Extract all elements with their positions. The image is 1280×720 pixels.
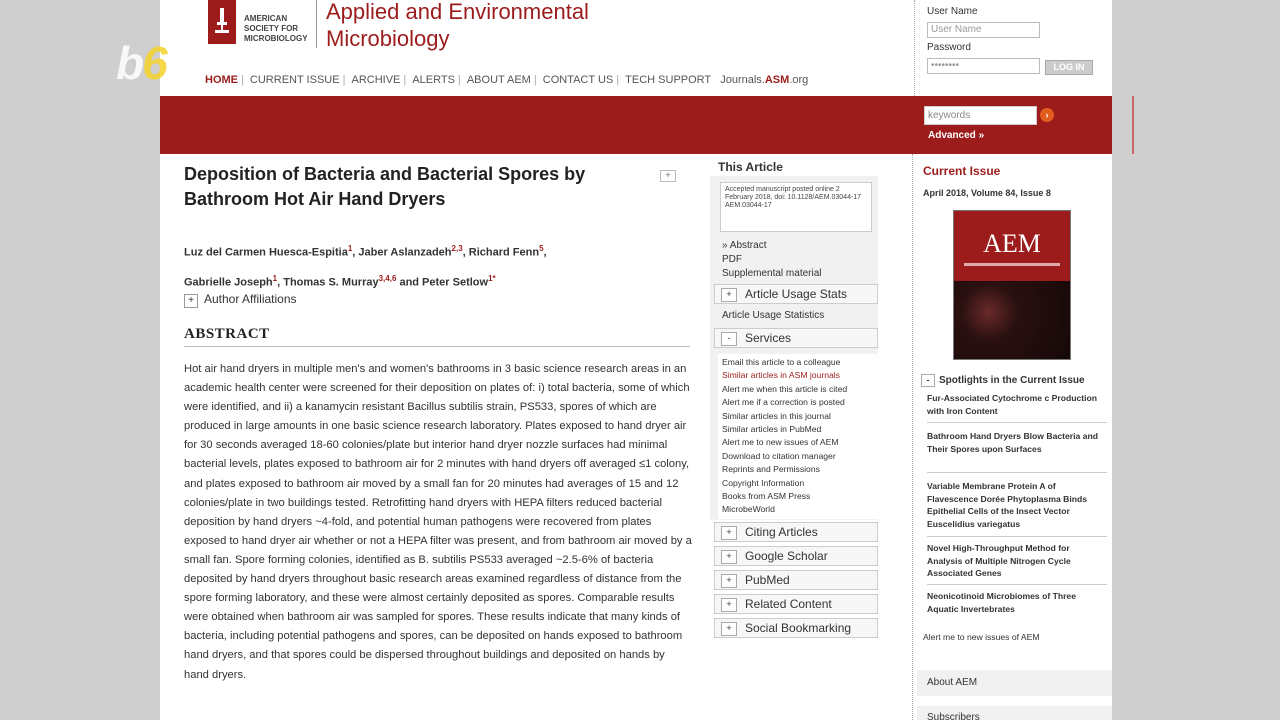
watermark-six: 6 (142, 37, 166, 89)
plus-icon: + (721, 574, 737, 588)
service-link[interactable]: Alert me to new issues of AEM (722, 437, 839, 448)
spotlight-divider (927, 472, 1107, 473)
spotlight-divider (927, 584, 1107, 585)
abstract-text: Hot air hand dryers in multiple men's and women's bathrooms in 3 basic science research areas in an academic health center were screened for their deposition on plates of: i) total bacteria, some of which were identified, and ii) a kanamycin resistant Bacillus subtilis strain, PS533, spores of which are produced in large amounts in one basic science research laboratory. Plates exposed to hand dryer air for 30 seconds averaged 18-60 colonies/plate but interior hand dryer nozzle surfaces had minimal bacterial levels, plates exposed to bathroom air for 2 minutes with hand dryers off averaged ≤1 colony, and plates exposed to bathroom air moved by a small fan for 20 minutes had averages of 15 and 12 colonies/plate in two buildings tested. Retrofitting hand dryers with HEPA filters reduced bacterial deposition by hand dryers ~4-fold, and potential human pathogens were recovered from plates exposed to hand dryer air whether or not a HEPA filter was present, and from bathroom air moved by a small fan. Spore forming colonies, identified as B. subtilis PS533 averaged ~2.5-6% of bacteria deposited by hand dryers throughout basic research areas examined regardless of distance from the spore forming laboratory, and these were almost certainly deposited as spores. Comparable results were obtained when bathroom air was sampled for spores. These results indicate that many kinds of bacteria, including potential pathogens and spores, can be deposited on hands exposed to bathroom hand dryers, and that spores could be dispersed throughout buildings and deposited on hands by hand dryers. (184, 363, 692, 681)
current-issue-column (912, 154, 1132, 720)
service-link[interactable]: Download to citation manager (722, 450, 836, 461)
section-label: PubMed (745, 573, 790, 587)
section-label: Google Scholar (745, 549, 828, 563)
section-article-usage-stats[interactable] (714, 284, 878, 304)
section-google-scholar[interactable] (714, 546, 878, 566)
service-link[interactable]: Similar articles in ASM journals (722, 370, 840, 381)
subscribers-box[interactable]: Subscribers (917, 706, 1113, 720)
author-name[interactable]: Gabrielle Joseph (184, 276, 273, 289)
alert-new-issues-link[interactable]: Alert me to new issues of AEM (923, 632, 1040, 642)
section-related-content[interactable] (714, 594, 878, 614)
watermark-b: b (116, 37, 143, 89)
author-name[interactable]: , Richard Fenn (462, 246, 540, 259)
login-panel (914, 0, 1132, 96)
nav-alerts[interactable]: ALERTS (412, 74, 455, 86)
journals-prefix: Journals. (720, 74, 765, 86)
section-social-bookmarking[interactable] (714, 618, 878, 638)
page-background-right (1112, 0, 1280, 720)
username-label: User Name (927, 6, 978, 17)
nav-current-issue[interactable]: CURRENT ISSUE (249, 74, 340, 86)
plus-icon: + (721, 622, 737, 636)
citation-id: AEM.03044-17 (725, 202, 772, 209)
spotlight-link[interactable]: Novel High-Throughput Method for Analysis of Multiple Nitrogen Cycle Associated Genes (927, 543, 1071, 579)
spotlight-divider (927, 422, 1107, 423)
author-list: Luz del Carmen Huesca-Espitia$^1$, Jaber Aslanzadeh$^{2,3}$, Richard Fenn$^5$, Gabrielle Joseph$^1$, Thomas S. Murray$^{3,4,6}$ and Peter Setlow$^{1*}$ (184, 244, 547, 289)
supplemental-link[interactable]: Supplemental material (722, 268, 822, 279)
header-banner (160, 96, 1132, 154)
search-input[interactable]: keywords (924, 106, 1037, 125)
nav-archive[interactable]: ARCHIVE (351, 74, 401, 86)
banner-edge (1132, 96, 1134, 154)
section-label: Social Bookmarking (745, 621, 852, 635)
section-label: Services (745, 331, 792, 345)
nav-home[interactable]: HOME (205, 74, 238, 86)
section-label: Article Usage Stats (745, 287, 848, 301)
services-list (718, 354, 878, 519)
arrow-right-icon: › (1045, 110, 1049, 120)
current-issue-date[interactable]: April 2018, Volume 84, Issue 8 (923, 188, 1051, 198)
citation-text: Accepted manuscript posted online 2 February 2018, doi: 10.1128/AEM.03044-17 (725, 186, 862, 201)
about-aem-box[interactable]: About AEM (917, 670, 1113, 696)
service-link[interactable]: Alert me if a correction is posted (722, 397, 845, 408)
current-issue-heading[interactable]: Current Issue (923, 164, 1001, 178)
login-button[interactable]: LOG IN (1045, 60, 1093, 75)
b6-watermark-logo (116, 36, 166, 90)
article-title: Deposition of Bacteria and Bacterial Spores by Bathroom Hot Air Hand Dryers (184, 164, 586, 209)
plus-icon: + (721, 598, 737, 612)
journals-asm-link[interactable] (717, 74, 811, 86)
advanced-search-link[interactable]: Advanced » (928, 130, 985, 141)
plus-icon: + (721, 550, 737, 564)
section-pubmed[interactable] (714, 570, 878, 590)
service-link[interactable]: Copyright Information (722, 477, 805, 488)
spotlights-label: Spotlights in the Current Issue (939, 375, 1085, 386)
spotlight-link[interactable]: Bathroom Hand Dryers Blow Bacteria and Their Spores upon Surfaces (927, 431, 1098, 454)
affiliation-sup[interactable]: 1 (347, 244, 353, 253)
service-link[interactable]: Similar articles in PubMed (722, 424, 822, 435)
service-link[interactable]: Books from ASM Press (722, 491, 811, 502)
service-link[interactable]: Email this article to a colleague (722, 357, 841, 367)
service-link[interactable]: MicrobeWorld (722, 504, 775, 515)
password-input[interactable]: •••••••• (927, 58, 1040, 74)
journal-title[interactable]: Applied and Environmental Microbiology (326, 0, 589, 51)
plus-icon: + (721, 526, 737, 540)
service-link[interactable]: Similar articles in this journal (722, 410, 831, 421)
main-nav: HOME | CURRENT ISSUE | ARCHIVE | ALERTS | ABOUT AEM | CONTACT US | TECH SUPPORT Journals.ASM.org (202, 74, 811, 86)
affiliation-sup[interactable]: 2,3 (451, 244, 463, 253)
plus-icon: + (184, 294, 198, 308)
nav-tech-support[interactable]: TECH SUPPORT (625, 74, 712, 86)
usage-statistics-link[interactable]: Article Usage Statistics (722, 310, 825, 321)
author-name[interactable]: and Peter Setlow (396, 276, 489, 289)
journals-suffix: .org (789, 74, 809, 86)
journals-brand: ASM (764, 74, 790, 86)
header-divider (316, 0, 317, 48)
author-name[interactable]: , Jaber Aslanzadeh (352, 246, 452, 259)
expand-icon[interactable]: + (660, 170, 676, 182)
affiliation-sup[interactable]: 5 (539, 244, 544, 253)
abstract-link[interactable]: » Abstract (722, 240, 767, 251)
author-name[interactable]: Luz del Carmen Huesca-Espitia (184, 246, 348, 259)
section-services[interactable] (714, 328, 878, 348)
search-go-button[interactable] (1040, 108, 1054, 122)
plus-icon: + (721, 288, 737, 302)
service-link[interactable]: Reprints and Permissions (722, 464, 820, 475)
affiliations-label: Author Affiliations (204, 292, 297, 306)
cover-subtitle-bar (964, 263, 1060, 266)
asm-logo[interactable] (208, 0, 236, 44)
section-citing-articles[interactable] (714, 522, 878, 542)
spotlight-link[interactable]: Neonicotinoid Microbiomes of Three Aquatic Invertebrates (927, 591, 1076, 614)
microscope-icon (213, 6, 231, 36)
spotlight-link[interactable]: Fur-Associated Cytochrome c Production with Iron Content (927, 393, 1097, 416)
author-name[interactable]: , Thomas S. Murray (277, 276, 379, 289)
spotlights-heading[interactable] (921, 374, 1085, 387)
spotlight-divider (927, 536, 1107, 537)
society-name: AMERICAN SOCIETY FOR MICROBIOLOGY (244, 14, 308, 43)
affiliation-sup[interactable]: 1 (272, 273, 278, 283)
service-link[interactable]: Alert me when this article is cited (722, 383, 848, 394)
section-label: Citing Articles (745, 525, 818, 539)
page (160, 0, 1132, 720)
cover-artwork (954, 281, 1070, 359)
nav-contact-us[interactable]: CONTACT US (542, 74, 614, 86)
nav-about-aem[interactable]: ABOUT AEM (466, 74, 531, 86)
cover-title: AEM (983, 229, 1041, 258)
affiliation-sup[interactable]: 3,4,6 (378, 273, 397, 283)
spotlight-link[interactable]: Variable Membrane Protein A of Flavescence Dorée Phytoplasma Binds Epithelial Cells of the Insect Vector Euscelidius variegatus (927, 481, 1088, 529)
this-article-heading: This Article (718, 160, 783, 174)
pdf-link[interactable]: PDF (722, 254, 742, 265)
password-label: Password (927, 42, 971, 53)
abstract-heading: ABSTRACT (184, 326, 270, 342)
journal-cover-image[interactable] (953, 210, 1071, 360)
minus-icon: - (921, 374, 935, 387)
abstract-rule (184, 346, 690, 347)
affiliation-sup[interactable]: 1* (488, 273, 496, 283)
section-label: Related Content (745, 597, 832, 611)
site-header (160, 0, 1132, 96)
username-input[interactable]: User Name (927, 22, 1040, 38)
minus-icon: - (721, 332, 737, 346)
author-affiliations-toggle[interactable] (184, 292, 297, 308)
citation-box (720, 182, 872, 232)
